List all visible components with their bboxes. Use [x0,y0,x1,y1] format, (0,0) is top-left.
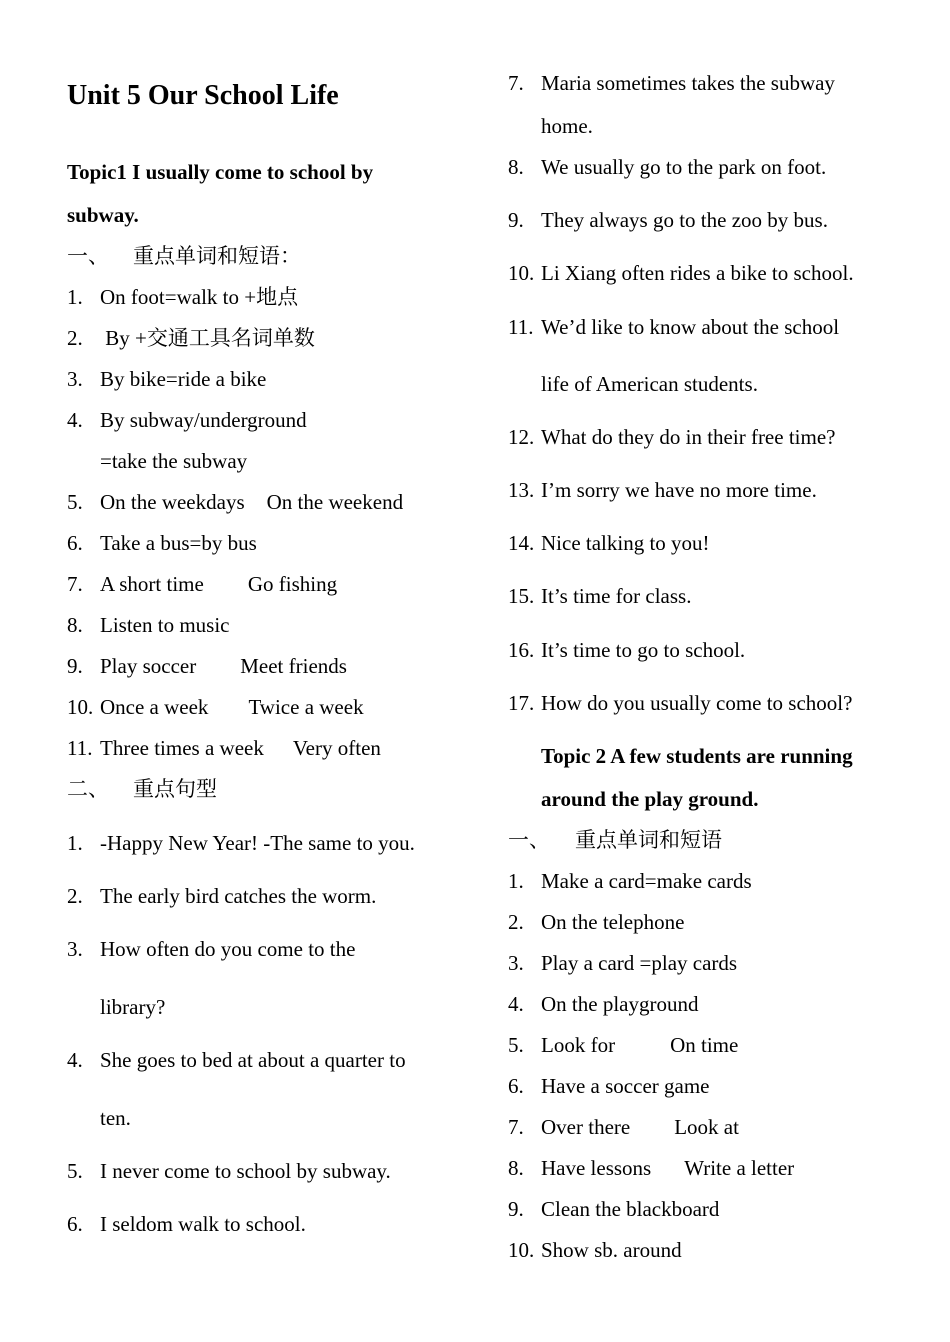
item-text: They always go to the zoo by bus. [541,208,828,232]
item-number: 1. [508,869,524,893]
item-number: 4. [67,408,83,432]
item-number: 5. [508,1033,524,1057]
item-text: How often do you come to the [100,937,356,961]
item-number: 9. [508,1197,524,1221]
item-text: -Happy New Year! -The same to you. [100,831,415,855]
item-number: 4. [508,992,524,1016]
list-item-continuation: library? [100,995,166,1019]
item-text: Have a soccer game [541,1074,710,1098]
item-text: Make a card=make cards [541,869,752,893]
item-number: 8. [508,155,524,179]
item-text: We usually go to the park on foot. [541,155,827,179]
list-item-continuation: home. [541,114,593,138]
item-text: Over there [541,1115,631,1139]
section-marker: 一、 [508,828,550,852]
item-number: 14. [508,531,535,555]
item-text: I seldom walk to school. [100,1212,306,1236]
item-number: 5. [67,1159,83,1183]
item-text: She goes to bed at about a quarter to [100,1048,406,1072]
item-text: Clean the blackboard [541,1197,720,1221]
item-number: 8. [67,613,83,637]
item-text: Nice talking to you! [541,531,710,555]
item-text-second: Write a letter [684,1156,795,1180]
page-title: Unit 5 Our School Life [67,80,339,111]
item-number: 2. [508,910,524,934]
item-text: By bike=ride a bike [100,367,267,391]
item-number: 13. [508,478,535,502]
item-number: 6. [67,531,83,555]
item-number: 3. [67,937,83,961]
item-number: 15. [508,584,535,608]
item-number: 7. [508,1115,524,1139]
item-text-second: Twice a week [248,695,364,719]
item-text-second: Look at [674,1115,739,1139]
item-text: What do they do in their free time? [541,425,836,449]
item-number: 6. [508,1074,524,1098]
item-text: Li Xiang often rides a bike to school. [541,261,854,285]
item-text: How do you usually come to school? [541,691,853,715]
item-text: Look for [541,1033,616,1057]
section-marker: 二、 [67,777,109,801]
item-number: 2. [67,326,83,350]
topic1-title-line2: subway. [67,203,139,227]
item-number: 3. [67,367,83,391]
item-text: Play a card =play cards [541,951,738,975]
section-heading: 重点句型 [133,777,217,801]
item-text: I never come to school by subway. [100,1159,391,1183]
item-number: 10. [67,695,94,719]
item-text-second: Go fishing [247,572,338,596]
item-number: 16. [508,638,535,662]
item-number: 3. [508,951,524,975]
item-text: Listen to music [100,613,230,637]
item-text: On the playground [541,992,699,1016]
item-text: On the weekdays [100,490,245,514]
item-number: 12. [508,425,535,449]
item-text: We’d like to know about the school [541,315,840,339]
item-number: 8. [508,1156,524,1180]
list-item-continuation: ten. [100,1106,131,1130]
item-number: 9. [508,208,524,232]
item-number: 1. [67,831,83,855]
item-number: 7. [67,572,83,596]
item-text: On the telephone [541,910,685,934]
item-text: The early bird catches the worm. [100,884,377,908]
item-text: Maria sometimes takes the subway [541,71,835,95]
item-number: 17. [508,691,535,715]
item-text-second: On the weekend [266,490,404,514]
item-text: Three times a week [100,736,264,760]
item-text-second: Meet friends [240,654,347,678]
item-text: Once a week [100,695,209,719]
item-number: 11. [67,736,93,760]
item-number: 10. [508,1238,535,1262]
topic2-title-line1: Topic 2 A few students are running [541,744,853,768]
item-number: 1. [67,285,83,309]
item-text: I’m sorry we have no more time. [541,478,817,502]
topic1-title-line1: Topic1 I usually come to school by [67,160,374,184]
item-text: Take a bus=by bus [100,531,257,555]
list-item-continuation: life of American students. [541,372,758,396]
item-number: 11. [508,315,534,339]
item-number: 6. [67,1212,83,1236]
item-number: 7. [508,71,524,95]
item-text: On foot=walk to +地点 [100,285,299,309]
item-text: A short time [100,572,204,596]
item-number: 9. [67,654,83,678]
section-heading: 重点单词和短语 [575,828,722,852]
item-text: By subway/underground [100,408,307,432]
item-text: By +交通工具名词单数 [100,326,315,350]
item-text: Show sb. around [541,1238,682,1262]
item-text: Play soccer [100,654,197,678]
topic2-title-line2: around the play ground. [541,787,759,811]
list-item-continuation: =take the subway [100,449,248,473]
section-marker: 一、 [67,244,109,268]
item-text-second: On time [670,1033,739,1057]
item-number: 10. [508,261,535,285]
item-text: It’s time for class. [541,584,692,608]
item-text: Have lessons [541,1156,652,1180]
item-number: 2. [67,884,83,908]
section-heading: 重点单词和短语： [133,244,301,268]
item-number: 4. [67,1048,83,1072]
item-text-second: Very often [292,736,381,760]
item-text: It’s time to go to school. [541,638,746,662]
item-number: 5. [67,490,83,514]
